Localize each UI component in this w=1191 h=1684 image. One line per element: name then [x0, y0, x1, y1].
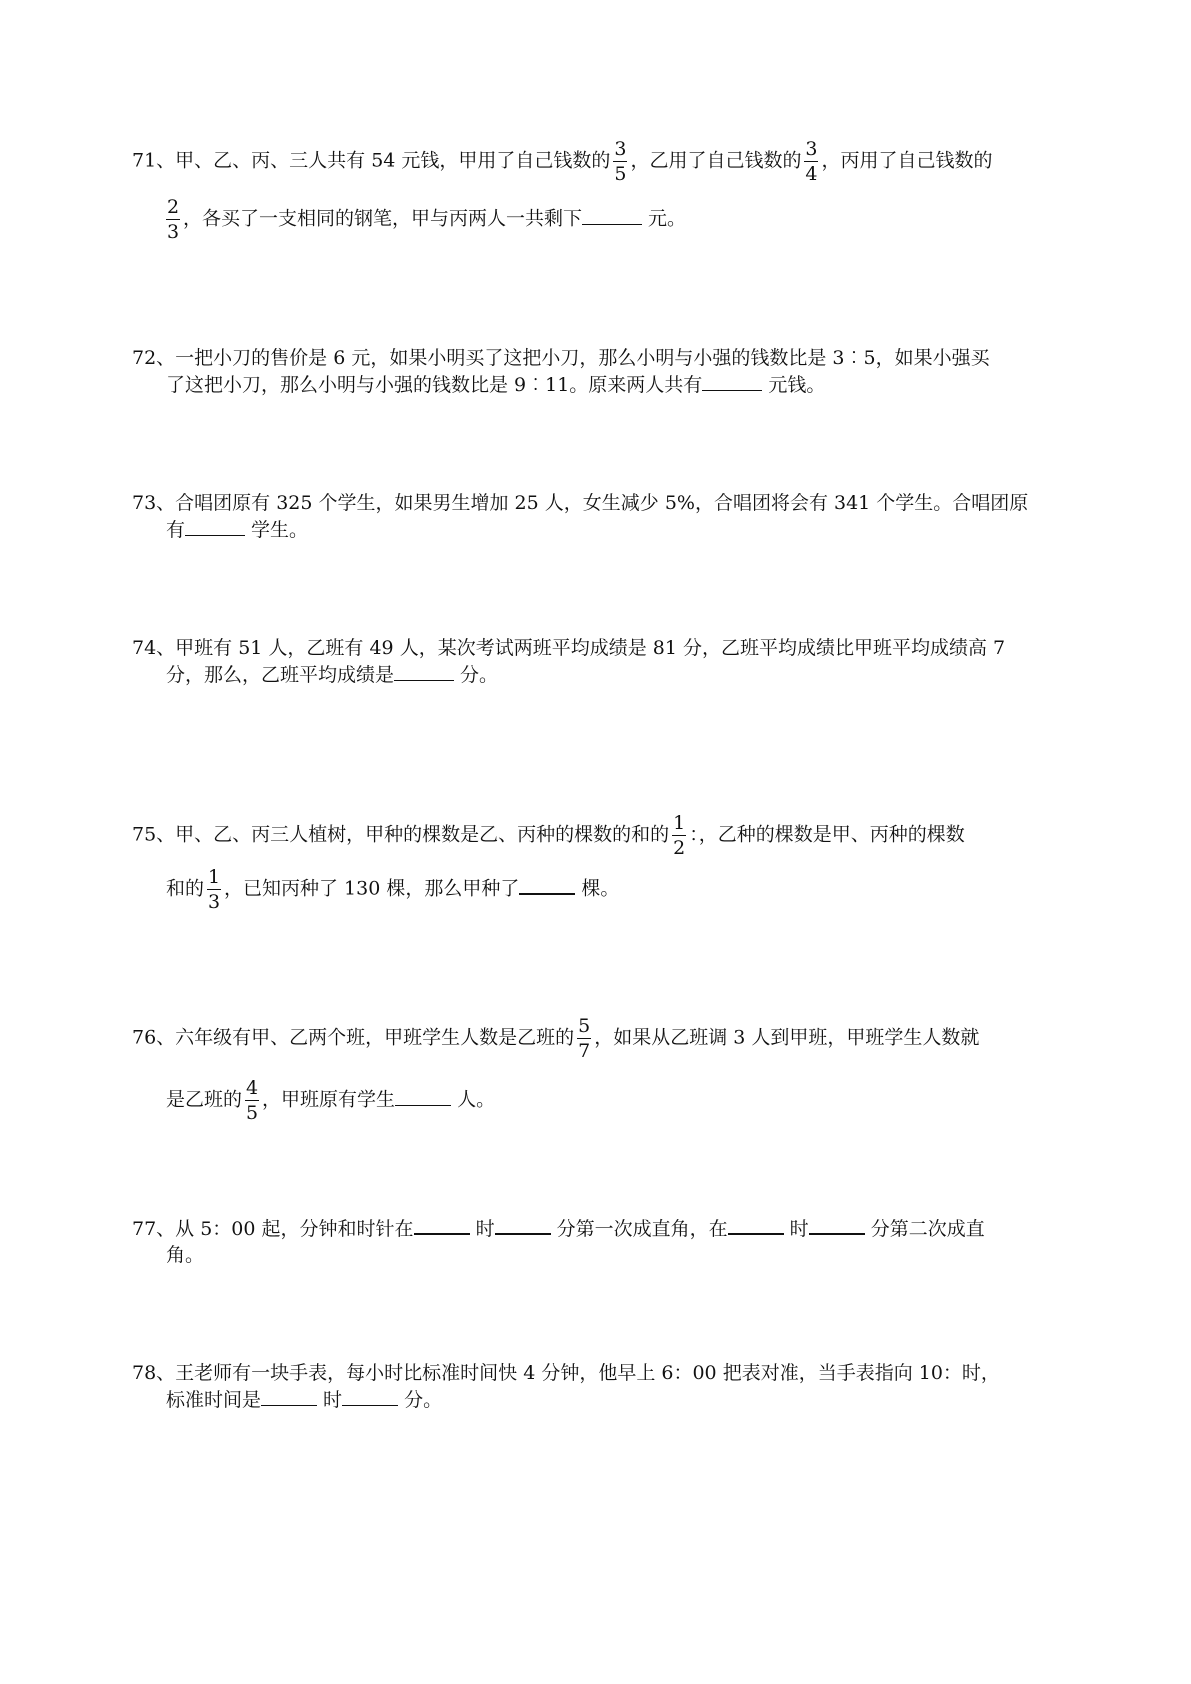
q76-text-a: 76、六年级有甲、乙两个班，甲班学生人数是乙班的: [132, 1026, 575, 1049]
q77-text-f: 角。: [166, 1244, 205, 1266]
q77-text-a: 77、从 5：00 起，分钟和时针在: [132, 1218, 414, 1240]
q76-text-b: ，如果从乙班调 3 人到甲班，甲班学生人数就: [594, 1026, 980, 1049]
q74-answer-blank[interactable]: [394, 662, 454, 681]
q74-text-c: 分。: [454, 664, 499, 686]
q76-answer-blank[interactable]: [395, 1087, 451, 1106]
q72-line1: [132, 345, 990, 371]
q72-text-b: 了这把小刀，那么小明与小强的钱数比是 9︰11。原来两人共有: [166, 374, 703, 396]
q71-fraction-3: $\frac{2}{3}$: [166, 196, 180, 243]
q73-text-b: 有: [166, 519, 186, 541]
q71-fraction-1: $\frac{3}{5}$: [614, 138, 627, 185]
q77-text-e: 分第二次成直: [864, 1218, 985, 1240]
q75-line2: [166, 866, 619, 913]
q75-text-a: 75、甲、乙、丙三人植树，甲种的棵数是乙、丙种的棵数的和的: [132, 823, 670, 846]
q72-line2: [166, 372, 825, 398]
q74-line1: [132, 635, 1005, 661]
q78-text-d: 分。: [398, 1389, 443, 1411]
q71-text-b: ，乙用了自己钱数的: [630, 149, 802, 172]
q75-text-c: 和的: [166, 877, 205, 900]
q72-answer-blank[interactable]: [702, 372, 762, 391]
q78-text-a: 78、王老师有一块手表，每小时比标准时间快 4 分钟，他早上 6：00 把表对准，当手表指向 10：时，: [132, 1362, 1000, 1384]
q71-text-a: 71、甲、乙、丙、三人共有 54 元钱，甲用了自己钱数的: [132, 149, 611, 172]
q74-line2: [166, 662, 498, 688]
q76-line1: [132, 1015, 979, 1062]
q75-text-d: ，已知丙种了 130 棵，那么甲种了: [224, 877, 520, 900]
q71-answer-blank[interactable]: [582, 206, 642, 225]
q71-text-d: ，各买了一支相同的钢笔，甲与丙两人一共剩下: [183, 207, 583, 230]
q76-fraction-2: $\frac{4}{5}$: [245, 1077, 259, 1124]
q77-text-b: 时: [469, 1218, 495, 1240]
q76-text-d: ，甲班原有学生: [262, 1088, 396, 1111]
q75-text-b: ：，乙种的棵数是甲、丙种的棵数: [689, 823, 965, 846]
q78-blank-minute[interactable]: [342, 1387, 398, 1406]
q75-fraction-2: $\frac{1}{3}$: [207, 866, 221, 913]
q74-text-a: 74、甲班有 51 人，乙班有 49 人，某次考试两班平均成绩是 81 分，乙班平均成绩比甲班平均成绩高 7: [132, 637, 1006, 659]
q78-line2: [166, 1387, 442, 1413]
q77-line1: [132, 1215, 985, 1242]
q75-fraction-1: $\frac{1}{2}$: [673, 812, 686, 859]
q73-text-a: 73、合唱团原有 325 个学生，如果男生增加 25 人，女生减少 5%，合唱团将会有 341 个学生。合唱团原: [132, 492, 1029, 514]
q75-text-e: 棵。: [575, 877, 620, 900]
q73-text-c: 学生。: [245, 519, 309, 541]
q78-text-b: 标准时间是: [166, 1389, 262, 1411]
q74-text-b: 分，那么，乙班平均成绩是: [166, 664, 395, 686]
q71-text-e: 元。: [642, 207, 687, 230]
q77-blank-minute-1[interactable]: [495, 1215, 551, 1235]
q78-blank-hour[interactable]: [261, 1387, 317, 1406]
q77-blank-hour-1[interactable]: [414, 1215, 470, 1235]
q75-answer-blank[interactable]: [519, 875, 575, 895]
q71-text-c: ，丙用了自己钱数的: [821, 149, 993, 172]
q71-line1: [132, 138, 992, 185]
q75-line1: [132, 812, 965, 859]
q73-line2: [166, 517, 308, 543]
q78-line1: [132, 1360, 1000, 1386]
q71-fraction-2: $\frac{3}{4}$: [805, 138, 818, 185]
q77-blank-hour-2[interactable]: [728, 1215, 784, 1235]
q77-blank-minute-2[interactable]: [809, 1215, 865, 1235]
q72-text-c: 元钱。: [762, 374, 826, 396]
q76-text-e: 人。: [451, 1088, 496, 1111]
q72-text-a: 72、一把小刀的售价是 6 元，如果小明买了这把小刀，那么小明与小强的钱数比是 3︰5，如果小强买: [132, 347, 990, 369]
q73-answer-blank[interactable]: [185, 517, 245, 536]
q76-text-c: 是乙班的: [166, 1088, 243, 1111]
q76-fraction-1: $\frac{5}{7}$: [578, 1015, 591, 1062]
q78-text-c: 时: [317, 1389, 343, 1411]
q77-line2: [166, 1242, 204, 1268]
q71-line2: [166, 196, 686, 243]
q77-text-c: 分第一次成直角，在: [550, 1218, 728, 1240]
q76-line2: [166, 1077, 495, 1124]
q77-text-d: 时: [783, 1218, 809, 1240]
q73-line1: [132, 490, 1028, 516]
